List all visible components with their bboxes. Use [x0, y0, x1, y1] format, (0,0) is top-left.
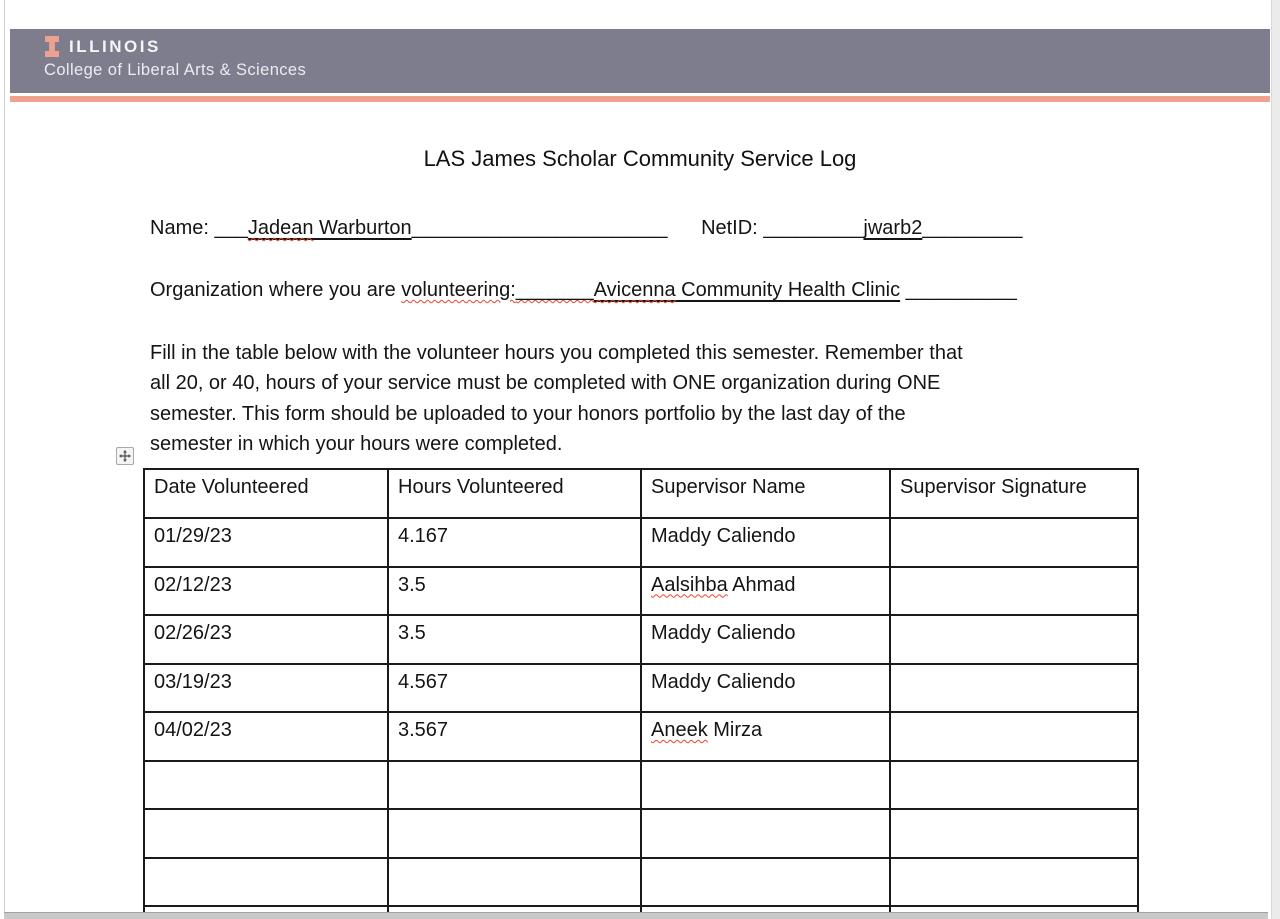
hours-cell[interactable]: [388, 858, 641, 907]
supervisor-rest: Ahmad: [727, 573, 796, 596]
hours-cell[interactable]: 4.167: [388, 518, 641, 567]
hours-cell[interactable]: 3.567: [388, 712, 641, 761]
name-value-rest: Warburton: [313, 217, 412, 239]
table-row: [144, 615, 1138, 664]
supervisor-cell[interactable]: [641, 518, 890, 567]
hours-cell[interactable]: [388, 809, 641, 858]
date-cell[interactable]: 02/26/23: [144, 615, 388, 664]
table-row: [144, 712, 1138, 761]
header-supervisor-name: Supervisor Name: [641, 469, 890, 518]
supervisor-cell[interactable]: [641, 712, 890, 761]
date-cell[interactable]: 02/12/23: [144, 567, 388, 616]
date-cell[interactable]: [144, 858, 388, 907]
illinois-wordmark: ILLINOIS: [69, 36, 161, 56]
supervisor-cell[interactable]: [641, 664, 890, 713]
netid-group: [701, 217, 1022, 239]
organization-label: Organization where you are: [150, 279, 402, 301]
date-cell[interactable]: 03/19/23: [144, 664, 388, 713]
date-cell[interactable]: [144, 809, 388, 858]
table-row: [144, 664, 1138, 713]
signature-cell[interactable]: [890, 761, 1138, 810]
supervisor-misspelled: Aneek: [651, 719, 708, 741]
supervisor-rest: Maddy Caliendo: [651, 525, 796, 547]
right-window-edge: [1271, 0, 1280, 919]
signature-cell[interactable]: [890, 809, 1138, 858]
netid-label: NetID:: [701, 217, 758, 239]
hours-cell[interactable]: 3.5: [388, 615, 641, 664]
organization-gap-fill: _______: [515, 279, 594, 301]
table-move-handle[interactable]: [116, 447, 134, 465]
illinois-banner: [10, 29, 1270, 93]
header-date: Date Volunteered: [144, 469, 388, 518]
instructions-line-3: semester. This form should be uploaded to your honors portfolio by the last day of the: [150, 402, 906, 425]
document-title: LAS James Scholar Community Service Log: [423, 146, 857, 171]
supervisor-cell[interactable]: [641, 615, 890, 664]
name-lead-fill: ___: [214, 217, 248, 239]
name-value[interactable]: [248, 217, 412, 239]
organization-label-misspelled: volunteering:: [401, 279, 516, 301]
date-cell[interactable]: [144, 761, 388, 810]
name-netid-line: [150, 217, 1022, 240]
supervisor-cell[interactable]: [641, 567, 890, 616]
name-trail-fill: _______________________: [411, 217, 668, 239]
organization-value-rest: Community Health Clinic: [675, 279, 901, 301]
header-supervisor-signature: Supervisor Signature: [890, 469, 1138, 518]
table-row: [144, 567, 1138, 616]
table-row: [144, 518, 1138, 567]
supervisor-rest: Maddy Caliendo: [651, 622, 796, 644]
supervisor-rest: Maddy Caliendo: [651, 670, 796, 693]
supervisor-cell[interactable]: [641, 761, 890, 810]
organization-line: [150, 279, 1017, 302]
instructions-line-1: Fill in the table below with the volunteer hours you completed this semester. Remember that: [150, 342, 963, 364]
signature-cell[interactable]: [890, 858, 1138, 907]
table-row-empty: [144, 809, 1138, 858]
hours-cell[interactable]: 3.5: [388, 567, 641, 616]
hours-cell[interactable]: [388, 761, 641, 810]
date-cell[interactable]: 04/02/23: [144, 712, 388, 761]
netid-value[interactable]: jwarb2: [863, 217, 923, 239]
netid-lead-fill: _________: [763, 217, 864, 239]
supervisor-cell[interactable]: [641, 858, 890, 907]
college-subtitle: College of Liberal Arts & Sciences: [44, 61, 307, 79]
instructions-line-2: all 20, or 40, hours of your service must be completed with ONE organization during ONE: [150, 372, 941, 395]
left-edge-divider: [4, 0, 5, 919]
date-cell[interactable]: 01/29/23: [144, 518, 388, 567]
move-arrows-icon: [119, 450, 131, 462]
instructions-paragraph: [150, 338, 963, 460]
banner-accent-rule: [10, 96, 1270, 102]
hours-cell[interactable]: 4.567: [388, 664, 641, 713]
block-i-logo-icon: [44, 36, 60, 57]
signature-cell[interactable]: [890, 567, 1138, 616]
signature-cell[interactable]: [890, 518, 1138, 567]
signature-cell[interactable]: [890, 615, 1138, 664]
netid-trail-fill: _________: [922, 217, 1023, 239]
organization-value-misspelled: Avicenna: [593, 279, 676, 301]
name-label: Name:: [150, 217, 209, 239]
table-row-empty: [144, 761, 1138, 810]
service-log-table: [143, 468, 1139, 912]
instructions-line-4: semester in which your hours were completed.: [150, 433, 563, 456]
signature-cell[interactable]: [890, 664, 1138, 713]
supervisor-cell[interactable]: [641, 809, 890, 858]
supervisor-rest: Mirza: [707, 719, 763, 741]
supervisor-misspelled: Aalsihba: [651, 573, 728, 596]
organization-value[interactable]: [594, 279, 900, 301]
organization-trail-fill: __________: [900, 279, 1017, 301]
bottom-window-edge: [4, 912, 1268, 919]
signature-cell[interactable]: [890, 712, 1138, 761]
header-hours: Hours Volunteered: [388, 469, 641, 518]
table-row-empty: [144, 858, 1138, 907]
table-header-row: [144, 469, 1138, 518]
name-value-misspelled: Jadean: [247, 217, 314, 239]
